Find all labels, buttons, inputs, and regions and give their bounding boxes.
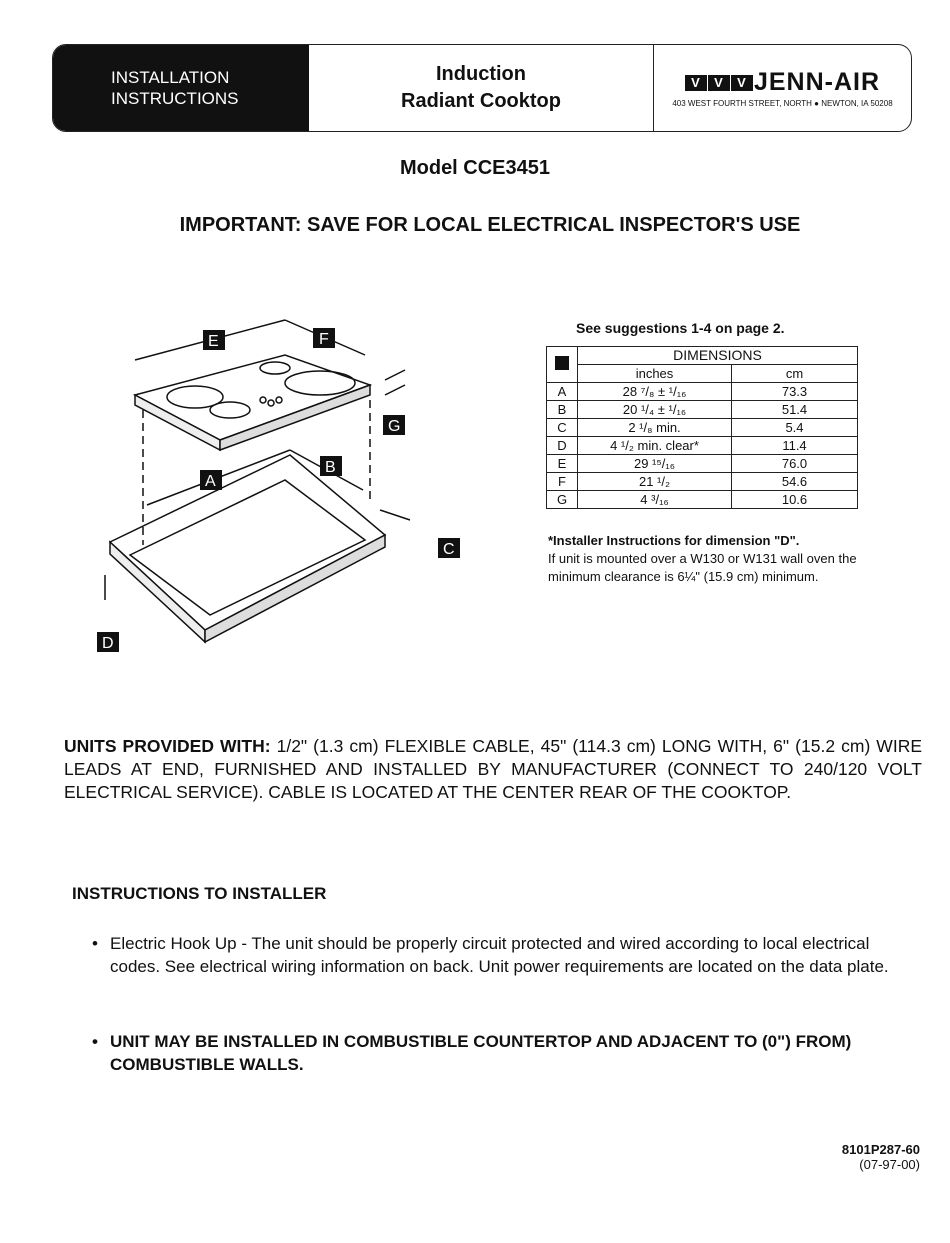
cell-cm: 76.0 bbox=[732, 455, 858, 473]
svg-text:D: D bbox=[102, 635, 114, 652]
cell-k: A bbox=[547, 383, 578, 401]
brand-logo bbox=[685, 68, 880, 97]
header-left-line1: INSTALLATION bbox=[111, 68, 230, 87]
brand-address: 403 WEST FOURTH STREET, NORTH ● NEWTON, IA 50208 bbox=[672, 99, 893, 108]
cell-k: C bbox=[547, 419, 578, 437]
doc-date: (07-97-00) bbox=[859, 1157, 920, 1172]
cell-k: B bbox=[547, 401, 578, 419]
header-box bbox=[52, 44, 912, 132]
svg-text:A: A bbox=[205, 473, 216, 490]
dimensions-header: DIMENSIONS bbox=[578, 347, 858, 365]
header-mid-line2: Radiant Cooktop bbox=[401, 90, 561, 112]
doc-number: 8101P287-60 bbox=[841, 1142, 920, 1157]
cell-cm: 11.4 bbox=[732, 437, 858, 455]
table-row bbox=[547, 401, 858, 419]
units-provided-paragraph bbox=[64, 735, 922, 804]
model-title: Model CCE3451 bbox=[399, 157, 551, 179]
logo-mark-icon: V bbox=[731, 75, 753, 91]
cell-in: 2 ¹/₈ min. bbox=[578, 419, 732, 437]
units-body: 1/2" (1.3 cm) FLEXIBLE CABLE, 45" (114.3 cm) LONG WITH, 6" (15.2 cm) WIRE LEADS AT END, FURNISHED AND INSTALLED BY MANUFACTURER (CONNECT TO 240/120 VOLT ELECTRICAL SERVICE). CABLE IS LOCATED AT THE CENTER REAR OF THE COOKTOP. bbox=[64, 736, 923, 802]
cell-in: 29 ¹⁵/₁₆ bbox=[578, 455, 732, 473]
cell-cm: 51.4 bbox=[732, 401, 858, 419]
document-code bbox=[842, 1142, 920, 1172]
important-notice: IMPORTANT: SAVE FOR LOCAL ELECTRICAL INSPECTOR'S USE bbox=[179, 214, 801, 236]
dimension-d-note bbox=[548, 532, 863, 586]
brand-name: JENN-AIR bbox=[753, 68, 881, 96]
table-row bbox=[547, 455, 858, 473]
cutout-diagram bbox=[95, 310, 475, 660]
svg-text:C: C bbox=[443, 541, 455, 558]
cell-k: G bbox=[547, 491, 578, 509]
bullet-item: • Electric Hook Up - The unit should be properly circuit protected and wired according to local electrical codes. See electrical wiring information on back. Unit power requirements are located on the data plate. bbox=[92, 934, 889, 976]
cell-k: F bbox=[547, 473, 578, 491]
table-row bbox=[547, 491, 858, 509]
note-body: If unit is mounted over a W130 or W131 wall oven the minimum clearance is 6¼" (15.9 cm) minimum. bbox=[548, 551, 857, 584]
cell-k: D bbox=[547, 437, 578, 455]
cell-in: 28 ⁷/₈ ± ¹/₁₆ bbox=[578, 383, 732, 401]
cell-cm: 10.6 bbox=[732, 491, 858, 509]
bullet-item: • UNIT MAY BE INSTALLED IN COMBUSTIBLE COUNTERTOP AND ADJACENT TO (0") FROM) COMBUSTIBLE WALLS. bbox=[92, 1032, 852, 1074]
cell-cm: 5.4 bbox=[732, 419, 858, 437]
table-row bbox=[547, 473, 858, 491]
logo-mark-icon: V bbox=[685, 75, 707, 91]
svg-text:G: G bbox=[388, 418, 401, 435]
dimensions-table bbox=[546, 346, 858, 509]
svg-text:B: B bbox=[325, 459, 336, 476]
inches-header: inches bbox=[578, 365, 732, 383]
black-square-icon bbox=[555, 356, 569, 370]
key-header bbox=[547, 347, 578, 383]
note-heading: *Installer Instructions for dimension "D". bbox=[548, 533, 800, 548]
cell-cm: 73.3 bbox=[732, 383, 858, 401]
logo-mark-icon: V bbox=[708, 75, 730, 91]
header-installation-instructions bbox=[53, 45, 309, 131]
table-row bbox=[547, 437, 858, 455]
brand-block bbox=[654, 45, 911, 131]
instructions-heading: INSTRUCTIONS TO INSTALLER bbox=[72, 884, 327, 903]
header-left-line2: INSTRUCTIONS bbox=[111, 89, 239, 108]
cell-in: 20 ¹/₄ ± ¹/₁₆ bbox=[578, 401, 732, 419]
units-lead: UNITS PROVIDED WITH: bbox=[64, 736, 271, 756]
cell-in: 4 ¹/₂ min. clear* bbox=[578, 437, 732, 455]
cooktop-drawing bbox=[135, 355, 370, 450]
table-row bbox=[547, 383, 858, 401]
header-product-title bbox=[309, 45, 654, 131]
cm-header: cm bbox=[732, 365, 858, 383]
svg-text:F: F bbox=[319, 331, 329, 348]
cell-in: 21 ¹/₂ bbox=[578, 473, 732, 491]
suggestions-note: See suggestions 1-4 on page 2. bbox=[576, 320, 785, 336]
svg-text:E: E bbox=[208, 333, 219, 350]
cell-cm: 54.6 bbox=[732, 473, 858, 491]
table-row bbox=[547, 419, 858, 437]
cell-k: E bbox=[547, 455, 578, 473]
counter-cutout-drawing bbox=[110, 455, 385, 642]
cell-in: 4 ³/₁₆ bbox=[578, 491, 732, 509]
header-mid-line1: Induction bbox=[436, 63, 526, 85]
